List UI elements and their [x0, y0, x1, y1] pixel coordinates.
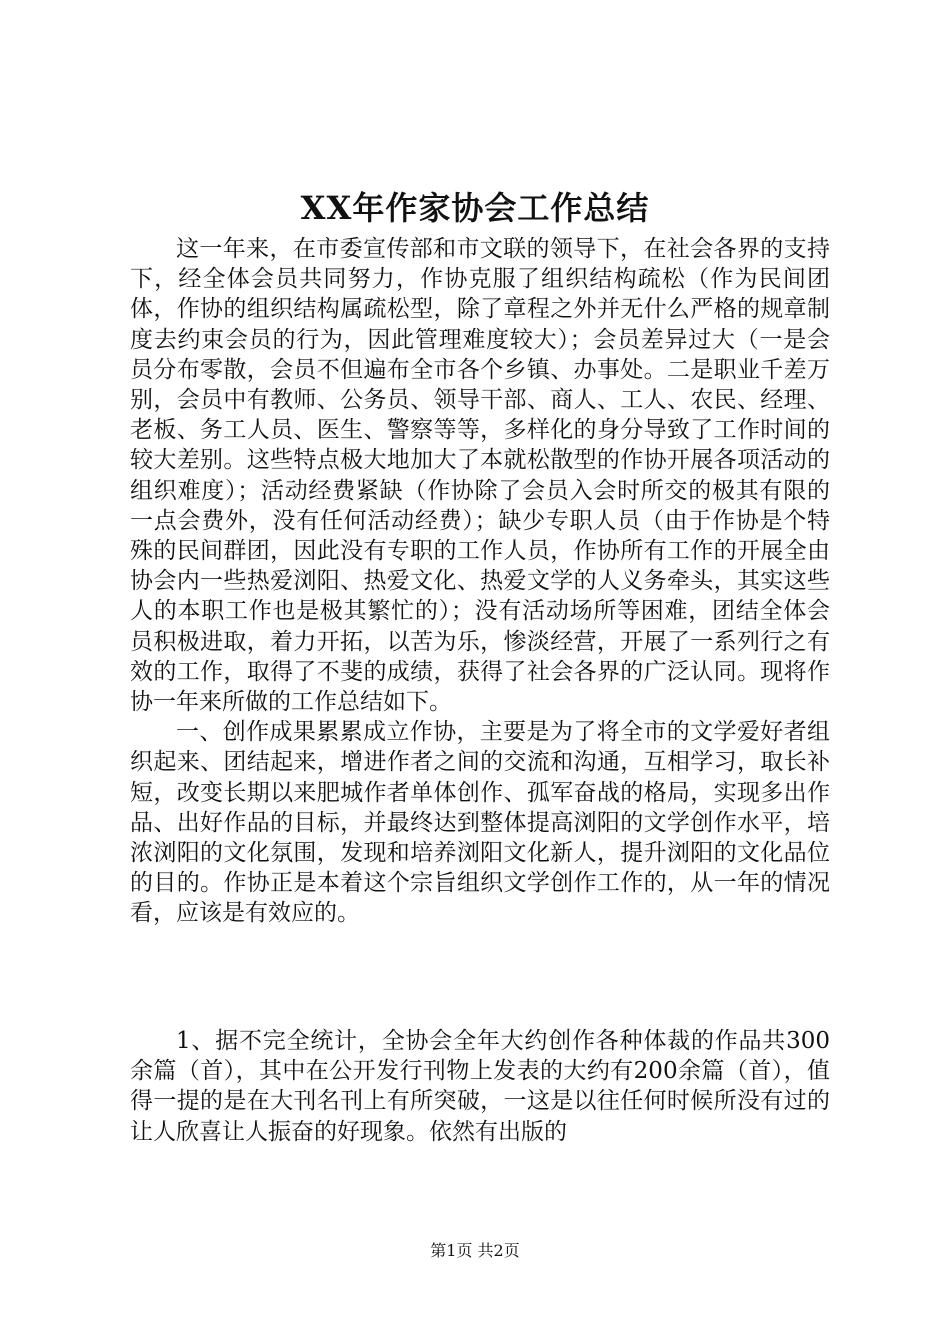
paragraph-item-1: 1、据不完全统计，全协会全年大约创作各种体裁的作品共300余篇（首），其中在公开发行刊物上发表的大约有200余篇（首），值得一提的是在大刊名刊上有所突破，一这是以往任何时候所没有过的让人欣喜让人振奋的好现象。依然有出版的: [130, 1028, 830, 1145]
document-body: [130, 234, 830, 929]
document-title: XX年作家协会工作总结: [300, 189, 650, 227]
document-body-continued: [130, 1026, 830, 1147]
paragraph-intro: 这一年来，在市委宣传部和市文联的领导下，在社会各界的支持下，经全体会员共同努力，作协克服了组织结构疏松（作为民间团体，作协的组织结构属疏松型，除了章程之外并无什么严格的规章制度去约束会员的行为，因此管理难度较大）；会员差异过大（一是会员分布零散，会员不但遍布全市各个乡镇、办事处。二是职业千差万别，会员中有教师、公务员、领导干部、商人、工人、农民、经理、老板、务工人员、医生、警察等等，多样化的身分导致了工作时间的较大差别。这些特点极大地加大了本就松散型的作协开展各项活动的组织难度）；活动经费紧缺（作协除了会员入会时所交的极其有限的一点会费外，没有任何活动经费）；缺少专职人员（由于作协是个特殊的民间群团，因此没有专职的工作人员，作协所有工作的开展全由协会内一些热爱浏阳、热爱文化、热爱文学的人义务牵头，其实这些人的本职工作也是极其繁忙的）；没有活动场所等困难，团结全体会员积极进取，着力开拓，以苦为乐，惨淡经营，开展了一系列行之有效的工作，取得了不斐的成绩，获得了社会各界的广泛认同。现将作协一年来所做的工作总结如下。: [130, 236, 830, 716]
paragraph-section-1: 一、创作成果累累成立作协，主要是为了将全市的文学爱好者组织起来、团结起来，增进作者之间的交流和沟通，互相学习，取长补短，改变长期以来肥城作者单体创作、孤军奋战的格局，实现多出作品、出好作品的目标，并最终达到整体提高浏阳的文学创作水平，培浓浏阳的文化氛围，发现和培养浏阳文化新人，提升浏阳的文化品位的目的。作协正是本着这个宗旨组织文学创作工作的，从一年的情况看，应该是有效应的。: [130, 719, 830, 927]
page-footer: 第1页 共2页: [430, 1241, 520, 1260]
